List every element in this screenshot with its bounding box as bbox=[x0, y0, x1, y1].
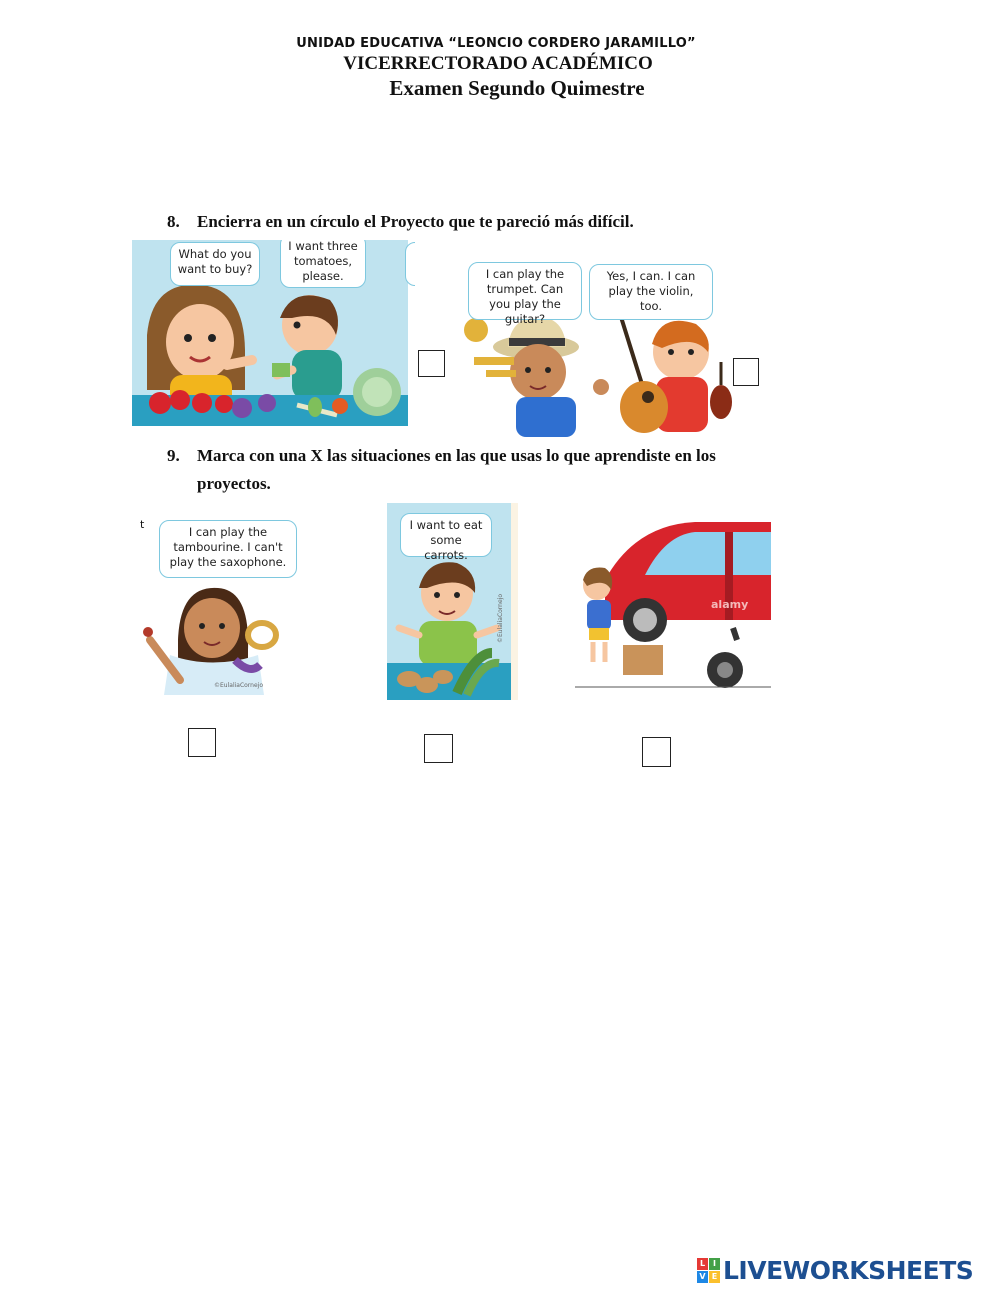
car-watermark: alamy bbox=[711, 598, 749, 611]
logo-tile-v: V bbox=[697, 1271, 708, 1283]
question-8-number: 8. bbox=[167, 212, 180, 231]
vice-rectorate-title: VICERRECTORADO ACADÉMICO bbox=[343, 53, 653, 74]
music-checkbox[interactable] bbox=[733, 358, 759, 386]
music-illustration bbox=[456, 252, 732, 437]
question-9-text-line1: Marca con una X las situaciones en las que usas lo que aprendiste en los bbox=[197, 446, 716, 465]
question-8 bbox=[167, 208, 867, 238]
car-checkbox[interactable] bbox=[642, 737, 671, 767]
tambourine-bubble: I can play the tambourine. I can't play the saxophone. bbox=[159, 520, 297, 578]
music-bubble-question: I can play the trumpet. Can you play the guitar? bbox=[468, 262, 582, 320]
question-9-text-line2: proyectos. bbox=[197, 474, 271, 493]
liveworksheets-text: LIVEWORKSHEETS bbox=[723, 1256, 974, 1285]
carrots-illustration bbox=[387, 503, 518, 700]
logo-tile-i: I bbox=[709, 1258, 720, 1270]
market-bubble-answer: I want three tomatoes, please. bbox=[280, 240, 366, 288]
exam-title: Examen Segundo Quimestre bbox=[389, 76, 645, 100]
car-repair-illustration bbox=[575, 520, 771, 690]
tambourine-credit: ©EulaliaCornejo bbox=[214, 682, 264, 689]
question-9 bbox=[167, 442, 807, 502]
carrots-bubble: I want to eat some carrots. bbox=[400, 513, 492, 557]
tambourine-illustration bbox=[140, 510, 305, 700]
question-8-text: Encierra en un círculo el Proyecto que te pareció más difícil. bbox=[197, 212, 634, 231]
logo-tile-e: E bbox=[709, 1271, 720, 1283]
question-9-number: 9. bbox=[167, 446, 180, 465]
logo-tile-l: L bbox=[697, 1258, 708, 1270]
market-checkbox[interactable] bbox=[418, 350, 445, 377]
tambourine-edge-letter: t bbox=[140, 518, 145, 531]
music-bubble-answer: Yes, I can. I can play the violin, too. bbox=[589, 264, 713, 320]
school-name: UNIDAD EDUCATIVA “LEONCIO CORDERO JARAMILLO” bbox=[296, 36, 696, 51]
tambourine-checkbox[interactable] bbox=[188, 728, 216, 757]
carrots-checkbox[interactable] bbox=[424, 734, 453, 763]
market-illustration bbox=[132, 240, 415, 426]
carrots-credit: ©EulaliaCornejo bbox=[497, 593, 504, 643]
market-bubble-question: What do you want to buy? bbox=[170, 242, 260, 286]
liveworksheets-logo bbox=[697, 1256, 997, 1286]
market-bubble-partial bbox=[405, 242, 415, 286]
liveworksheets-tiles-icon bbox=[697, 1258, 721, 1284]
